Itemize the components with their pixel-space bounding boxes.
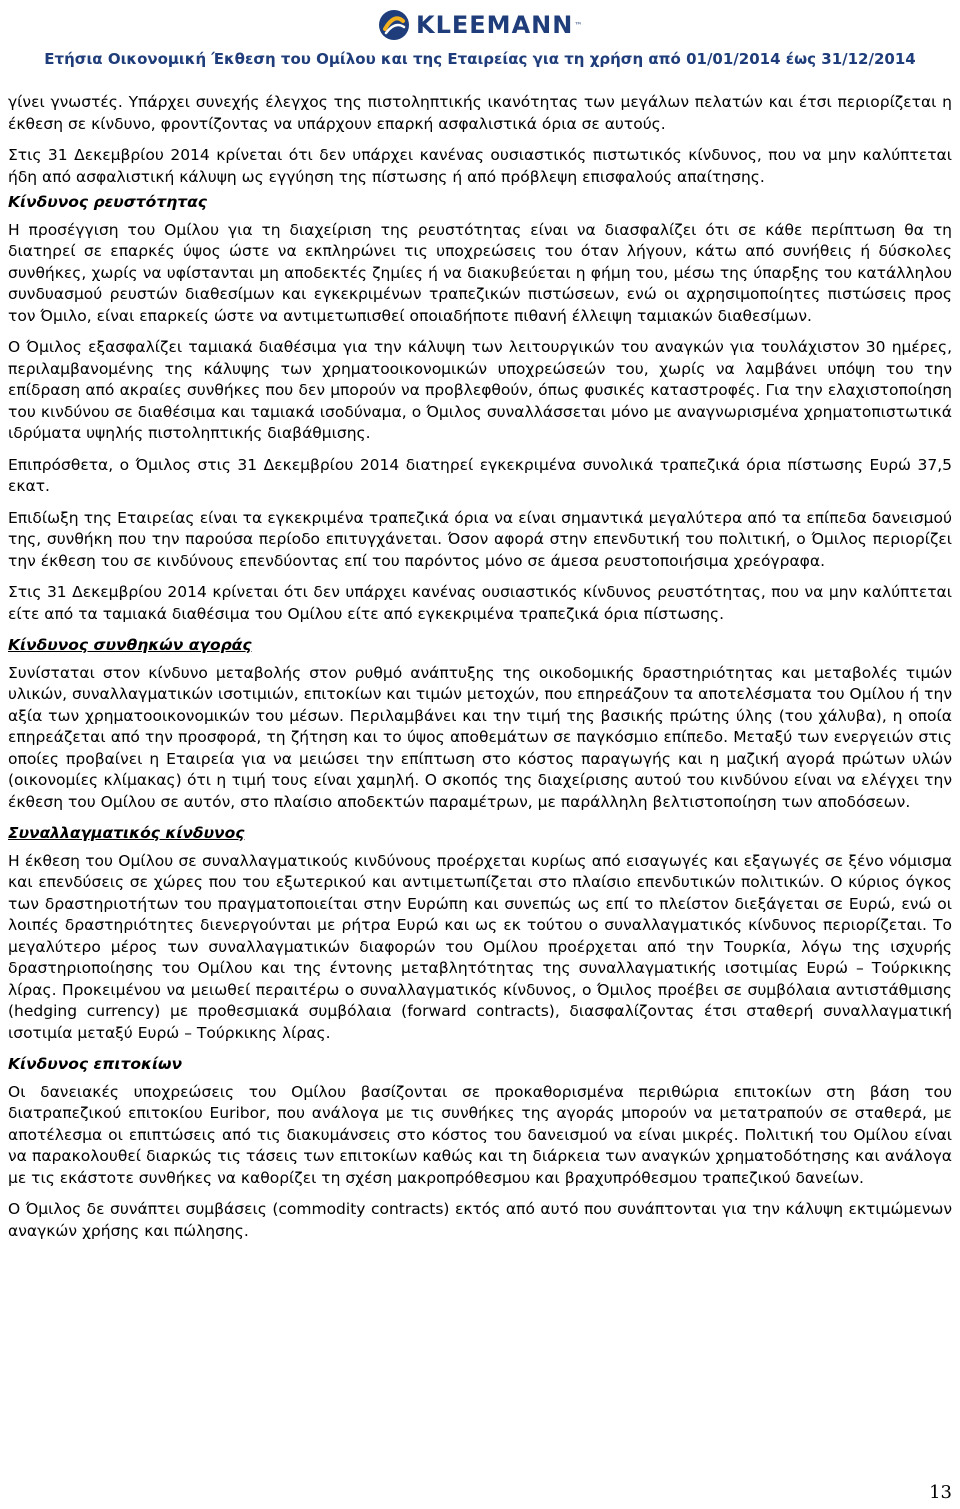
report-title: Ετήσια Οικονομική Έκθεση του Ομίλου και της Εταιρείας για τη χρήση από 01/01/2014 έως 31/12/2014	[44, 50, 916, 68]
paragraph-liquidity-4: Επιδίωξη της Εταιρείας είναι τα εγκεκριμένα τραπεζικά όρια να είναι σημαντικά μεγαλύτερα από τα επίπεδα δανεισμού της, συνθήκη που την παρούσα περίοδο επιτυγχάνεται. Όσον αφορά στην επενδυτική του πολιτική, ο Όμιλος περιορίζει την έκθεση του σε κινδύνους επενδύοντας επί του παρόντος μόνο σε άμεσα ρευστοποιήσιμα χρεόγραφα.	[8, 508, 952, 570]
heading-market-risk: Κίνδυνος συνθηκών αγοράς	[8, 636, 252, 654]
paragraph-credit-risk-summary: Στις 31 Δεκεμβρίου 2014 κρίνεται ότι δεν υπάρχει κανένας ουσιαστικός πιστωτικός κίνδυνος, που να μην καλύπτεται ήδη από ασφαλιστική κάλυψη ως εγγύηση της πίστωσης ή από πρόβλεψη επισφαλούς απαίτησης.	[8, 146, 952, 186]
kleemann-logo-icon	[378, 9, 410, 41]
paragraph-liquidity-2: Ο Όμιλος εξασφαλίζει ταμιακά διαθέσιμα για την κάλυψη των λειτουργικών του αναγκών για τουλάχιστον 30 ημέρες, περιλαμβανομένης της κάλυψης των χρηματοοικονομικών υποχρεώσεών του, χωρίς να λαμβάνει υπόψη του την επίδραση από ακραίες συνθήκες που δεν μπορούν να προβλεφθούν, όπως φυσικές καταστροφές. Για την ελαχιστοποίηση του κινδύνου σε διαθέσιμα και ταμιακά ισοδύναμα, ο Όμιλος συναλλάσσεται μόνο με αναγνωρισμένα χρηματοπιστωτικά ιδρύματα υψηλής πιστοληπτικής διαβάθμισης.	[8, 338, 952, 442]
paragraph-market-risk: Συνίσταται στον κίνδυνο μεταβολής στον ρυθμό ανάπτυξης της οικοδομικής δραστηριότητας και μεταβολές τιμών υλικών, συναλλαγματικών ισοτιμιών, επιτοκίων και τιμών μετοχών, που επηρεάζουν τα αποτελέσματα του Ομίλου ή την αξία των χρηματοοικονομικών του μέσων. Περιλαμβάνει και την τιμή της βασικής πρώτης ύλης (του χάλυβα), η οποία επηρεάζεται από την προσφορά, τη ζήτηση και το ύψος αποθεμάτων σε παγκόσμιο επίπεδο. Μεταξύ των ενεργειών στις οποίες προβαίνει η Εταιρεία για να μειώσει την επίπτωση στο κόστος παραγωγής και η μαζική αγορά πρώτων υλών (οικονομίες κλίμακας) ότι η τιμή τους είναι χαμηλή. Ο σκοπός της διαχείρισης αυτού του κινδύνου είναι να ελέγχει την έκθεση του Ομίλου σε αυτόν, στο πλαίσιο αποδεκτών παραμέτρων, με παράλληλη βελτιστοποίηση των αποδόσεων.	[8, 663, 952, 811]
heading-fx-risk: Συναλλαγματικός κίνδυνος	[8, 824, 245, 842]
brand-name: KLEEMANN	[416, 11, 574, 39]
page-header	[0, 0, 960, 80]
paragraph-interest-rate-risk: Οι δανειακές υποχρεώσεις του Ομίλου βασίζονται σε προκαθορισμένα περιθώρια επιτοκίων στη βάση του διατραπεζικού επιτοκίου Euribor, που ανάλογα με τις συνθήκες της αγοράς μπορούν να μετατραπούν σε σταθερά, με αποτέλεσμα οι επιπτώσεις από τις διακυμάνσεις στο κόστος του δανεισμού να είναι μικρές. Πολιτική του Ομίλου είναι να παρακολουθεί διαρκώς τις τάσεις των επιτοκίων καθώς και τη διάρκεια των αναγκών χρηματοδότησης και ανάλογα με τις εκάστοτε συνθήκες να καθορίζει τη σχέση μακροπρόθεσμου και βραχυπρόθεσμου τραπεζικού δανείων.	[8, 1082, 952, 1187]
paragraph-liquidity-3: Επιπρόσθετα, ο Όμιλος στις 31 Δεκεμβρίου 2014 διατηρεί εγκεκριμένα συνολικά τραπεζικά όρια πίστωσης Ευρώ 37,5 εκατ.	[8, 455, 952, 495]
heading-liquidity-risk: Κίνδυνος ρευστότητας	[8, 193, 207, 211]
paragraph-liquidity-1: Η προσέγγιση του Ομίλου για τη διαχείριση της ρευστότητας είναι να διασφαλίζει ότι σε κάθε περίπτωση θα τη διατηρεί σε επαρκές ύψος ώστε να εκπληρώνει τις υποχρεώσεις του όταν λήγουν, κάτω από συνήθεις ή δύσκολες συνθήκες, χωρίς να υφίστανται μη αποδεκτές ζημίες ή να διακυβεύεται η φήμη του, μέσω της ύπαρξης του κατάλληλου συνδυασμού ρευστών διαθεσίμων και εγκεκριμένων τραπεζικών πιστώσεων, ενώ οι αχρησιμοποίητες πιστώσεις προς τον Όμιλο, είναι επαρκείς ώστε να αντιμετωπισθεί οποιαδήποτε πιθανή έλλειψη ταμιακών διαθεσίμων.	[8, 220, 952, 325]
paragraph-liquidity-5: Στις 31 Δεκεμβρίου 2014 κρίνεται ότι δεν υπάρχει κανένας ουσιαστικός κίνδυνος ρευστότητας, που να μην καλύπτεται είτε από τα ταμιακά διαθέσιμα του Ομίλου είτε από εγκεκριμένα τραπεζικά όρια πίστωσης.	[8, 583, 952, 623]
heading-interest-rate-risk: Κίνδυνος επιτοκίων	[8, 1055, 183, 1073]
document-body	[8, 92, 952, 1252]
trademark-symbol: ™	[574, 20, 583, 30]
paragraph-commodity-contracts: Ο Όμιλος δε συνάπτει συμβάσεις (commodity contracts) εκτός από αυτό που συνάπτονται για την κάλυψη εκτιμώμενων αναγκών χρήσης και πώλησης.	[8, 1200, 952, 1240]
page-number: 13	[929, 1482, 952, 1503]
paragraph-intro: γίνει γνωστές. Υπάρχει συνεχής έλεγχος της πιστοληπτικής ικανότητας των μεγάλων πελατών και έτσι περιορίζεται η έκθεση σε κίνδυνο, φροντίζοντας να υπάρχουν επαρκή ασφαλιστικά όρια σε αυτούς.	[8, 93, 952, 133]
paragraph-fx-risk: Η έκθεση του Ομίλου σε συναλλαγματικούς κινδύνους προέρχεται κυρίως από εισαγωγές και εξαγωγές σε ξένο νόμισμα και επενδύσεις σε χώρες που του εξωτερικού και αντιμετωπίζεται στο πλαίσιο επενδυτικών πολιτικών. Ο κύριος όγκος των δραστηριοτήτων του πραγματοποιείται στην Ευρώπη και συνεπώς ως επί το πλείστον διεξάγεται σε Ευρώ, ενώ οι λοιπές δραστηριότητες διενεργούνται με ρήτρα Ευρώ και ως εκ τούτου ο συναλλαγματικός κίνδυνος περιορίζεται. Το μεγαλύτερο μέρος των συναλλαγματικών διαφορών του Ομίλου προέρχεται από την Τουρκία, λόγω της ισχυρής δραστηριοποίησης του Ομίλου και της έντονης μεταβλητότητας της συναλλαγματικής ισοτιμίας Ευρώ – Τούρκικης λίρας. Προκειμένου να μειωθεί περαιτέρω ο συναλλαγματικός κίνδυνος, ο Όμιλος προέβει σε συμβόλαια αντιστάθμισης (hedging currency) με προθεσμιακά συμβόλαια (forward contracts), διασφαλίζοντας έτσι σταθερή συναλλαγματική ισοτιμία μεταξύ Ευρώ – Τούρκικης λίρας.	[8, 851, 952, 1042]
company-logo	[378, 8, 582, 42]
